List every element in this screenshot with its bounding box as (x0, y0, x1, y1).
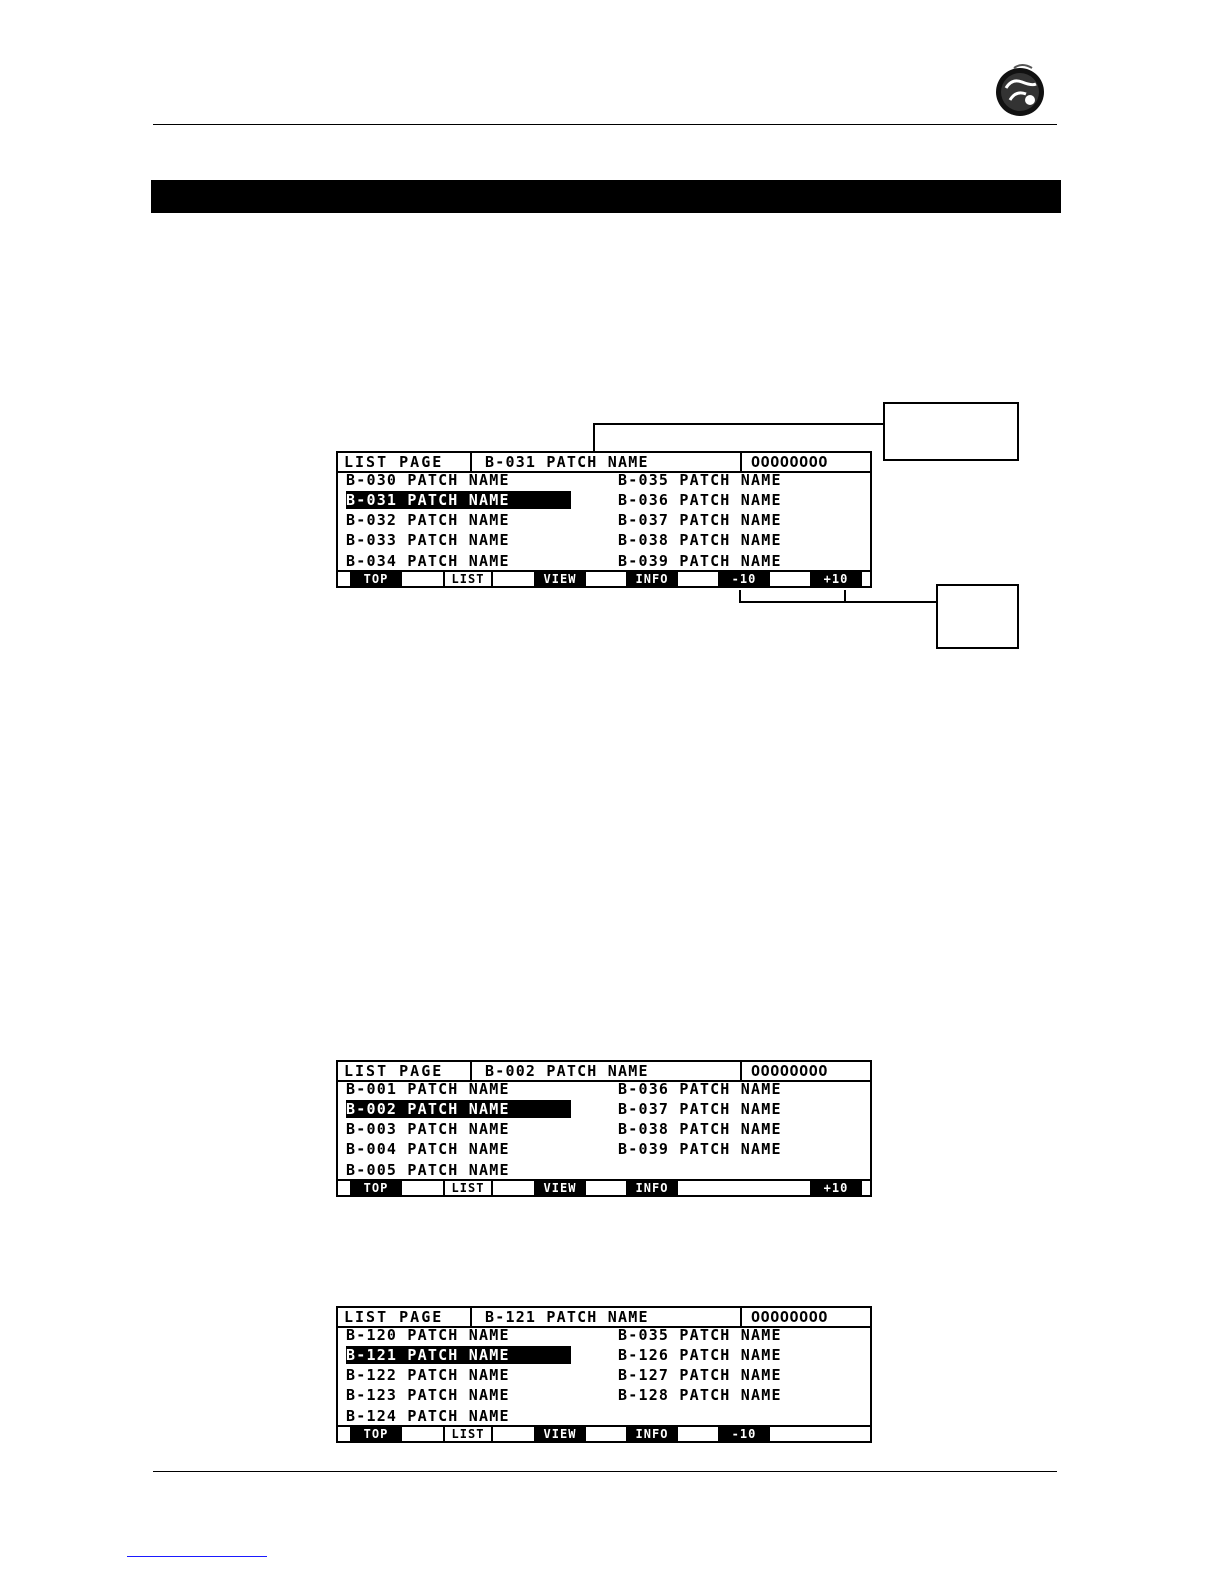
section-title-bar (151, 180, 1061, 213)
callout-box-buttons (936, 584, 1019, 649)
plus-10-button[interactable]: +10 (810, 1181, 862, 1195)
lcd-header (338, 1308, 870, 1328)
header-rule (153, 124, 1057, 125)
view-button[interactable]: VIEW (534, 1427, 586, 1441)
patch-item-selected[interactable]: B-031 PATCH NAME (346, 491, 571, 509)
patch-item[interactable]: B-123 PATCH NAME (346, 1386, 510, 1404)
info-button[interactable]: INFO (626, 1181, 678, 1195)
function-bar (338, 1179, 870, 1195)
footer-rule (153, 1471, 1057, 1472)
patch-item[interactable]: B-036 PATCH NAME (618, 1080, 782, 1098)
patch-item[interactable]: B-034 PATCH NAME (346, 552, 510, 570)
patch-item[interactable]: B-039 PATCH NAME (618, 552, 782, 570)
current-patch-label: B-031 PATCH NAME (485, 453, 649, 471)
music-note-logo-icon (992, 60, 1050, 118)
counter-label: OOOOOOOO (751, 453, 829, 471)
view-button[interactable]: VIEW (534, 1181, 586, 1195)
patch-item[interactable]: B-127 PATCH NAME (618, 1366, 782, 1384)
mode-label: LIST PAGE (344, 453, 444, 471)
patch-item[interactable]: B-128 PATCH NAME (618, 1386, 782, 1404)
patch-item[interactable]: B-038 PATCH NAME (618, 531, 782, 549)
patch-item[interactable]: B-037 PATCH NAME (618, 1100, 782, 1118)
current-patch-label: B-121 PATCH NAME (485, 1308, 649, 1326)
patch-item[interactable]: B-036 PATCH NAME (618, 491, 782, 509)
list-button[interactable]: LIST (443, 1427, 493, 1441)
patch-item-selected[interactable]: B-002 PATCH NAME (346, 1100, 571, 1118)
function-bar (338, 570, 870, 586)
patch-item[interactable]: B-032 PATCH NAME (346, 511, 510, 529)
counter-label: OOOOOOOO (751, 1062, 829, 1080)
top-button[interactable]: TOP (350, 1427, 402, 1441)
top-button[interactable]: TOP (350, 1181, 402, 1195)
view-button[interactable]: VIEW (534, 572, 586, 586)
function-bar (338, 1425, 870, 1441)
patch-item[interactable]: B-124 PATCH NAME (346, 1407, 510, 1425)
patch-item[interactable]: B-120 PATCH NAME (346, 1326, 510, 1344)
patch-item[interactable]: B-001 PATCH NAME (346, 1080, 510, 1098)
patch-item[interactable]: B-035 PATCH NAME (618, 471, 782, 489)
patch-item[interactable]: B-030 PATCH NAME (346, 471, 510, 489)
patch-item[interactable]: B-033 PATCH NAME (346, 531, 510, 549)
patch-item[interactable]: B-005 PATCH NAME (346, 1161, 510, 1179)
top-button[interactable]: TOP (350, 572, 402, 586)
info-button[interactable]: INFO (626, 1427, 678, 1441)
lcd-screen-2 (336, 1060, 872, 1197)
list-button[interactable]: LIST (443, 572, 493, 586)
patch-item[interactable]: B-039 PATCH NAME (618, 1140, 782, 1158)
callout-box-header (883, 402, 1019, 461)
patch-item-selected[interactable]: B-121 PATCH NAME (346, 1346, 571, 1364)
footer-link-underline (127, 1556, 267, 1557)
counter-label: OOOOOOOO (751, 1308, 829, 1326)
list-button[interactable]: LIST (443, 1181, 493, 1195)
patch-item[interactable]: B-037 PATCH NAME (618, 511, 782, 529)
lcd-screen-3 (336, 1306, 872, 1443)
plus-10-button[interactable]: +10 (810, 572, 862, 586)
minus-10-button[interactable]: -10 (718, 1427, 770, 1441)
minus-10-button[interactable]: -10 (718, 572, 770, 586)
lcd-header (338, 453, 870, 473)
patch-item[interactable]: B-004 PATCH NAME (346, 1140, 510, 1158)
current-patch-label: B-002 PATCH NAME (485, 1062, 649, 1080)
info-button[interactable]: INFO (626, 572, 678, 586)
lcd-header (338, 1062, 870, 1082)
lcd-screen-1 (336, 451, 872, 588)
patch-item[interactable]: B-038 PATCH NAME (618, 1120, 782, 1138)
mode-label: LIST PAGE (344, 1062, 444, 1080)
mode-label: LIST PAGE (344, 1308, 444, 1326)
patch-item[interactable]: B-126 PATCH NAME (618, 1346, 782, 1364)
patch-item[interactable]: B-035 PATCH NAME (618, 1326, 782, 1344)
patch-item[interactable]: B-003 PATCH NAME (346, 1120, 510, 1138)
patch-item[interactable]: B-122 PATCH NAME (346, 1366, 510, 1384)
